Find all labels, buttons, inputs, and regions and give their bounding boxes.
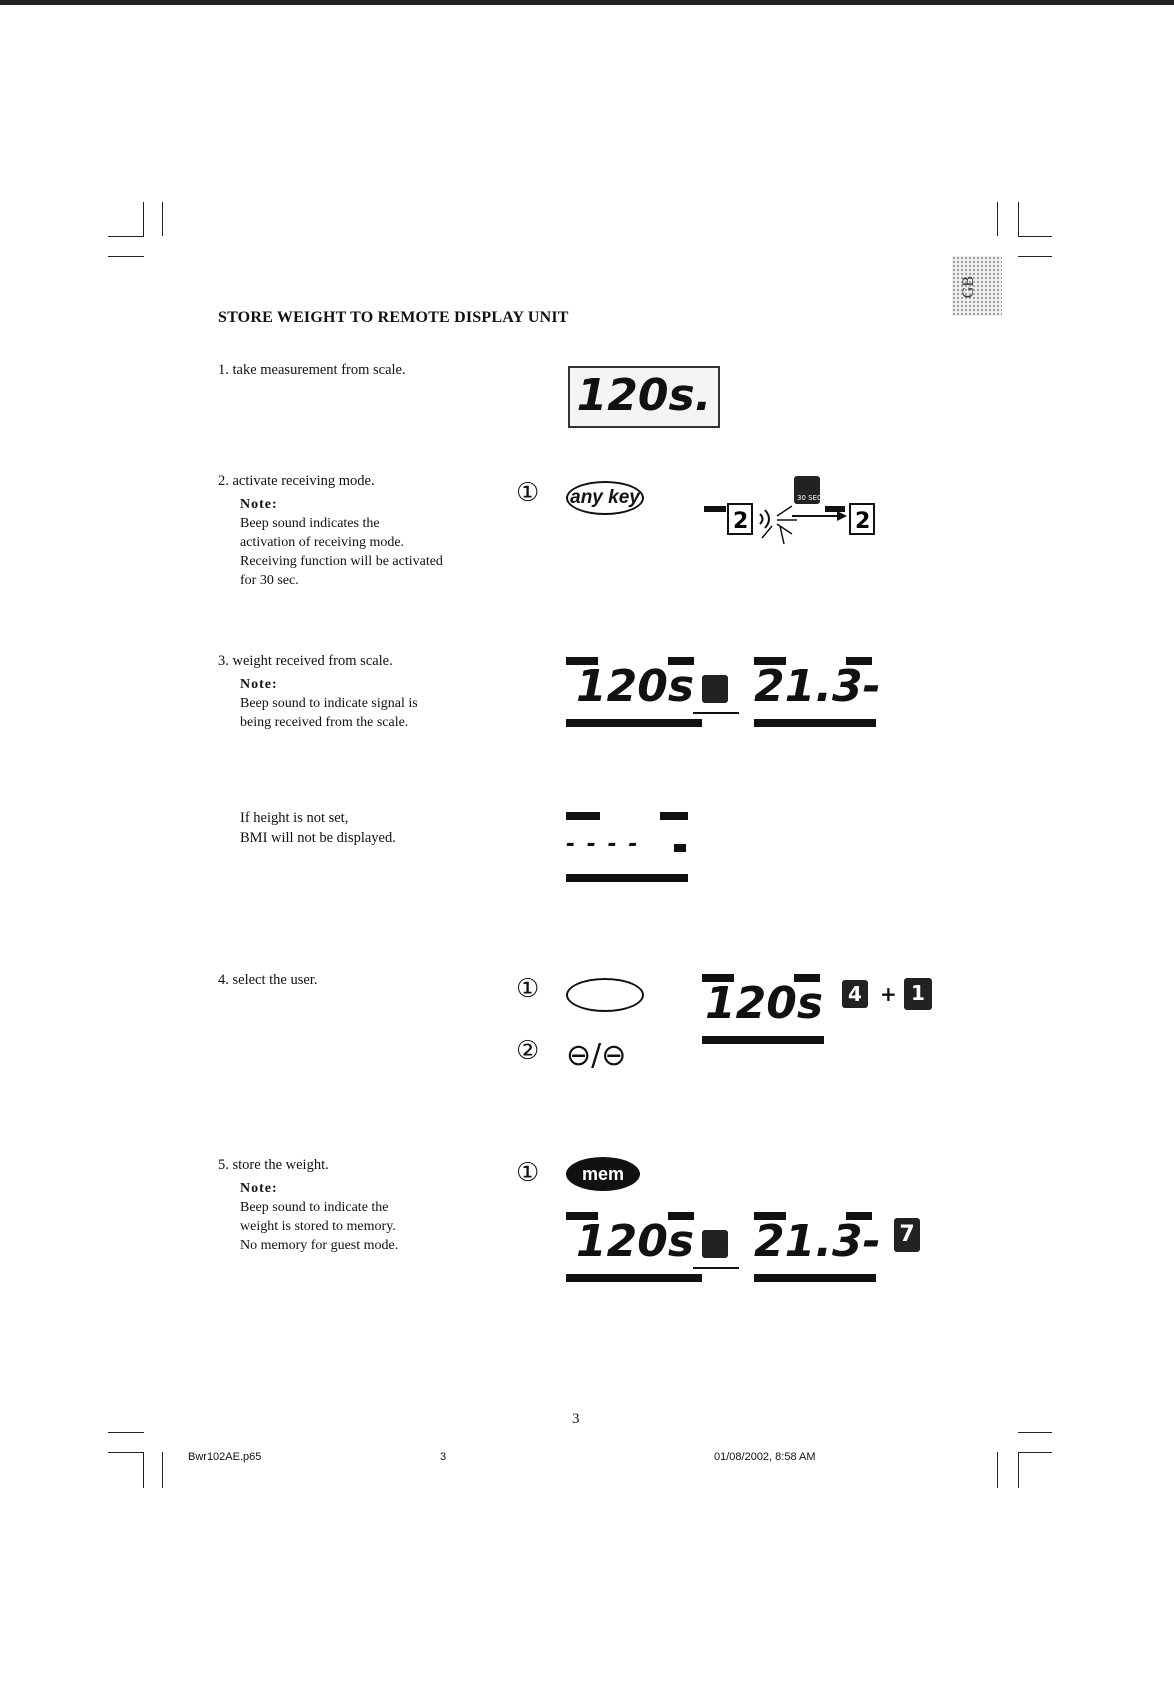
user-digit: 2 bbox=[733, 509, 749, 534]
note-line: being received from the scale. bbox=[240, 715, 409, 730]
crop-mark bbox=[1018, 202, 1019, 236]
user-indicator bbox=[825, 506, 845, 512]
crop-mark bbox=[1018, 236, 1052, 237]
lcd-segment bbox=[566, 874, 688, 882]
step-1-text: 1. take measurement from scale. bbox=[218, 362, 406, 378]
lcd-bmi: 21.3- bbox=[754, 661, 881, 712]
crop-mark bbox=[1018, 1452, 1052, 1453]
note-line: weight is stored to memory. bbox=[240, 1219, 396, 1234]
crop-mark bbox=[108, 236, 144, 237]
crop-mark bbox=[162, 1452, 163, 1488]
footer-timestamp: 01/08/2002, 8:58 AM bbox=[714, 1451, 816, 1463]
lcd-segment bbox=[674, 844, 686, 852]
note-line: Beep sound to indicate signal is bbox=[240, 696, 418, 711]
crop-mark bbox=[108, 1432, 144, 1433]
step-4-text: 4. select the user. bbox=[218, 972, 318, 988]
user-select-button bbox=[566, 978, 644, 1012]
lcd-segment bbox=[660, 812, 688, 820]
crop-mark bbox=[143, 202, 144, 236]
lcd-no-bmi-panel bbox=[566, 810, 690, 884]
lcd-segment bbox=[754, 719, 876, 727]
step-number-circle: ② bbox=[516, 1036, 540, 1066]
lcd-weight-panel bbox=[566, 655, 704, 729]
note-line: Beep sound to indicate the bbox=[240, 1200, 389, 1215]
user-digit: 2 bbox=[855, 509, 871, 534]
note-line: for 30 sec. bbox=[240, 573, 299, 588]
height-note-line: If height is not set, bbox=[240, 810, 349, 826]
step-2-note bbox=[240, 495, 443, 590]
double-arrow-icon bbox=[693, 712, 739, 714]
lcd-segment bbox=[566, 719, 702, 727]
note-label: Note: bbox=[240, 497, 278, 512]
memory-icon bbox=[702, 1230, 728, 1258]
user-box-icon: 1 bbox=[904, 978, 932, 1010]
lcd-weight: 120s bbox=[575, 661, 695, 712]
lcd-display bbox=[568, 366, 720, 428]
crop-mark bbox=[108, 256, 144, 257]
crop-mark bbox=[143, 1452, 144, 1488]
language-tab bbox=[952, 256, 1002, 316]
step-number-circle: ① bbox=[516, 974, 540, 1004]
lcd-bmi-panel bbox=[754, 655, 881, 729]
crop-mark bbox=[108, 1452, 144, 1453]
lcd-segment bbox=[566, 812, 600, 820]
lcd-bmi: 21.3- bbox=[754, 1216, 881, 1267]
lcd-segment bbox=[754, 1274, 876, 1282]
lcd-segment bbox=[566, 1274, 702, 1282]
user-indicator bbox=[704, 506, 726, 512]
height-note bbox=[240, 808, 396, 848]
crop-mark bbox=[997, 1452, 998, 1488]
lcd-weight: 120s. bbox=[576, 370, 712, 421]
step-3-note bbox=[240, 675, 418, 732]
timer-label: 30 SEC bbox=[797, 494, 822, 502]
note-line: Beep sound indicates the bbox=[240, 516, 380, 531]
mem-button: mem bbox=[566, 1157, 640, 1191]
receiving-mode-diagram bbox=[702, 476, 882, 556]
section-heading: STORE WEIGHT TO REMOTE DISPLAY UNIT bbox=[218, 309, 569, 326]
note-label: Note: bbox=[240, 1181, 278, 1196]
footer-page: 3 bbox=[440, 1451, 447, 1463]
lcd-weight: 120s bbox=[575, 1216, 695, 1267]
lcd-weight-panel bbox=[566, 1210, 704, 1284]
step-5-text: 5. store the weight. bbox=[218, 1157, 329, 1173]
language-label: GB bbox=[960, 275, 978, 299]
step-3-text: 3. weight received from scale. bbox=[218, 653, 393, 669]
page-number: 3 bbox=[572, 1411, 580, 1427]
top-rule bbox=[0, 0, 1174, 5]
crop-mark bbox=[997, 202, 998, 236]
signal-waves-icon bbox=[760, 510, 769, 528]
note-line: Receiving function will be activated bbox=[240, 554, 443, 569]
memory-number-icon: 7 bbox=[894, 1218, 920, 1252]
plus-sign: + bbox=[880, 982, 897, 1006]
double-arrow-icon bbox=[693, 1267, 739, 1269]
lcd-weight: 120s bbox=[704, 978, 824, 1029]
lcd-user-panel bbox=[702, 972, 832, 1046]
note-line: activation of receiving mode. bbox=[240, 535, 405, 550]
height-note-line: BMI will not be displayed. bbox=[240, 830, 396, 846]
crop-mark bbox=[162, 202, 163, 236]
step-number-circle: ① bbox=[516, 1158, 540, 1188]
crop-mark bbox=[1018, 256, 1052, 257]
step-number-circle: ① bbox=[516, 478, 540, 508]
lcd-bmi-panel bbox=[754, 1210, 881, 1284]
step-5-note bbox=[240, 1179, 398, 1255]
footer-file: Bwr102AE.p65 bbox=[188, 1451, 262, 1463]
lcd-segment bbox=[702, 1036, 824, 1044]
lcd-dashes: - - - - bbox=[566, 832, 640, 857]
crop-mark bbox=[1018, 1452, 1019, 1488]
note-label: Note: bbox=[240, 677, 278, 692]
arrow-keys-icon: ⊖/⊖ bbox=[566, 1038, 627, 1073]
step-2-text: 2. activate receiving mode. bbox=[218, 473, 375, 489]
note-line: No memory for guest mode. bbox=[240, 1238, 399, 1253]
any-key-button: any key bbox=[566, 481, 644, 515]
crop-mark bbox=[1018, 1432, 1052, 1433]
arrow-head-icon bbox=[837, 511, 847, 521]
user-number-icon: 4 bbox=[842, 980, 868, 1008]
sync-icon bbox=[702, 675, 728, 703]
